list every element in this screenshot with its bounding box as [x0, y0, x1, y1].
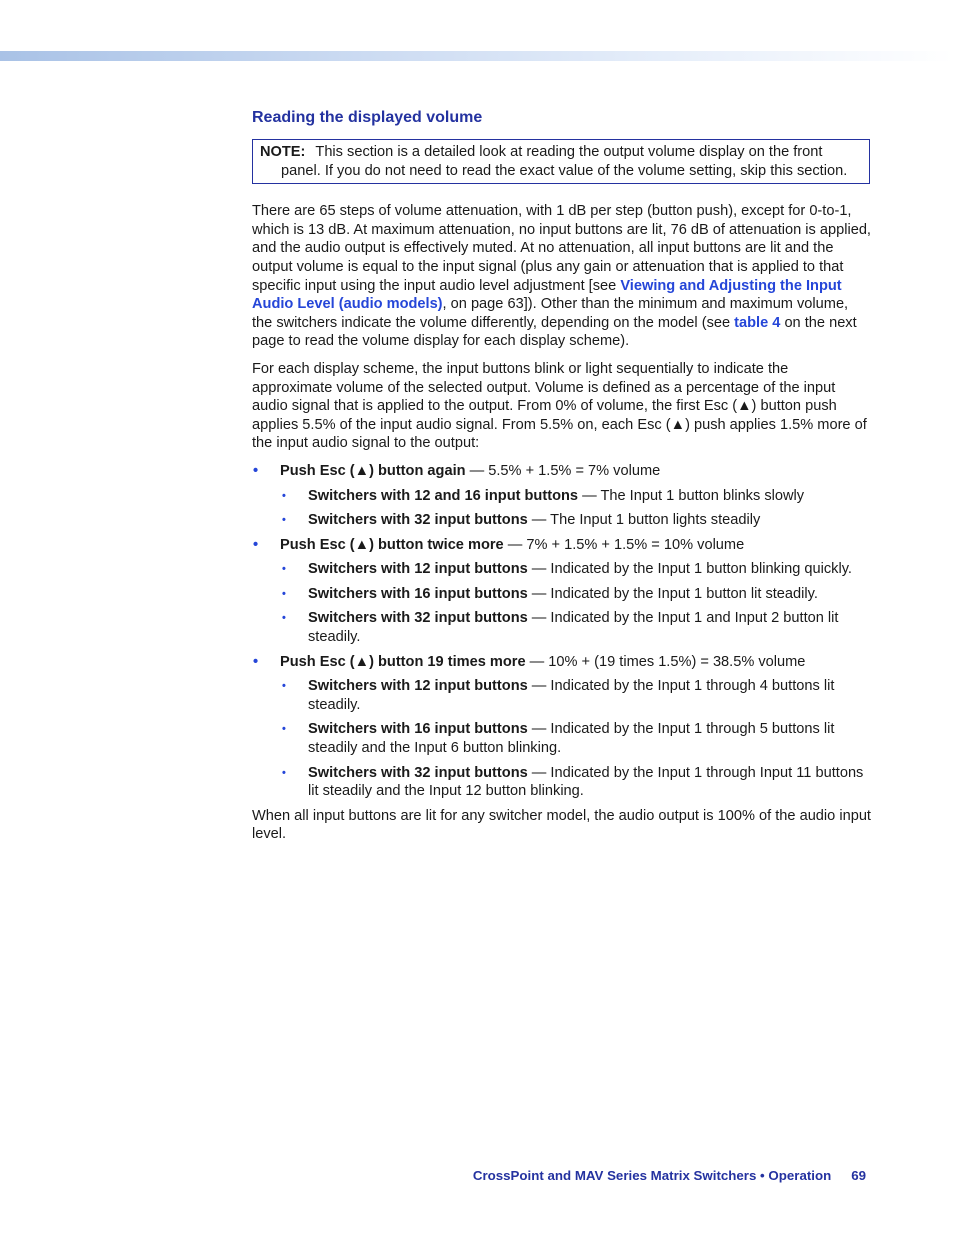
- bullet-icon: •: [282, 563, 286, 576]
- para2-text-3: ) push applies 1.5% more of the input audio signal to the output:: [252, 416, 867, 452]
- note-label: NOTE:: [260, 144, 306, 160]
- sub-list-item: [280, 585, 872, 604]
- sub-list-item: [280, 560, 872, 579]
- sub-list-item: [280, 764, 872, 801]
- item-title-b: ) button again: [369, 462, 466, 479]
- sub-item-title: Switchers with 12 input buttons: [308, 561, 528, 578]
- bullet-icon: •: [282, 680, 286, 693]
- item-title-b: ) button 19 times more: [369, 653, 526, 670]
- item-title-a: Push Esc (: [280, 536, 355, 553]
- sub-item-title: Switchers with 32 input buttons: [308, 512, 528, 529]
- sub-item-description: — Indicated by the Input 1 through 5 buttons lit steadily and the Input 6 button blinking.: [308, 721, 835, 757]
- item-title-b: ) button twice more: [369, 536, 504, 553]
- up-arrow-icon: ▲: [354, 653, 370, 670]
- list-item-push-esc-twice: [252, 536, 872, 647]
- para2-text-1: For each display scheme, the input buttons blink or light sequentially to indicate the approximate volume of the selected output. Volume is defined as a percentage of the input audio signal that is applied to the output. From 0% of volume, the first Esc (: [252, 360, 836, 415]
- bullet-icon: •: [282, 723, 286, 736]
- item-title-a: Push Esc (: [280, 653, 355, 670]
- page-content: [252, 108, 872, 853]
- bullet-icon: •: [253, 536, 259, 553]
- list-item-push-esc-again: [252, 462, 872, 530]
- up-arrow-icon: ▲: [737, 398, 752, 415]
- para1-text-3: on the next page to read the volume display for each display scheme).: [252, 314, 857, 350]
- sub-item-title: Switchers with 16 input buttons: [308, 585, 528, 602]
- sub-item-title: Switchers with 12 and 16 input buttons: [308, 487, 579, 504]
- header-gradient-bar: [0, 51, 954, 61]
- sub-item-description: — The Input 1 button lights steadily: [527, 512, 761, 529]
- sub-item-description: — Indicated by the Input 1 button blinking quickly.: [527, 561, 852, 578]
- link-viewing-adjusting-input-audio[interactable]: Viewing and Adjusting the Input Audio Level (audio models): [252, 277, 842, 313]
- page-footer: [473, 1168, 866, 1183]
- sub-item-description: — Indicated by the Input 1 through Input 11 buttons lit steadily and the Input 12 button blinking.: [308, 764, 864, 800]
- item-title-a: Push Esc (: [280, 462, 355, 479]
- bullet-icon: •: [282, 587, 286, 600]
- note-text: This section is a detailed look at reading the output volume display on the front panel. If you do not need to read the exact value of the volume setting, skip this section.: [281, 144, 848, 179]
- section-title: Reading the displayed volume: [252, 109, 483, 126]
- bullet-icon: •: [282, 514, 286, 527]
- sub-item-title: Switchers with 16 input buttons: [308, 721, 528, 738]
- bullet-icon: •: [282, 489, 286, 502]
- bullet-icon: •: [282, 612, 286, 625]
- up-arrow-icon: ▲: [354, 536, 370, 553]
- sub-item-description: — The Input 1 button blinks slowly: [578, 487, 805, 504]
- sub-list-item: [280, 487, 872, 506]
- page-number: 69: [851, 1168, 866, 1183]
- sub-list: [280, 487, 872, 530]
- link-table-4[interactable]: table 4: [734, 314, 781, 331]
- para1-text-2: , on page 63]). Other than the minimum and maximum volume, the switchers indicate the volume differently, depending on the model (see: [252, 296, 849, 331]
- full-volume-paragraph: When all input buttons are lit for any switcher model, the audio output is 100% of the audio input level.: [252, 807, 871, 843]
- sub-item-description: — Indicated by the Input 1 button lit steadily.: [527, 585, 818, 602]
- para2-text-2: ) button push applies 5.5% of the input audio signal. From 5.5% on, each Esc (: [252, 398, 837, 433]
- sub-list-item: [280, 511, 872, 530]
- sub-list-item: [280, 720, 872, 757]
- sub-item-title: Switchers with 32 input buttons: [308, 610, 528, 627]
- display-scheme-paragraph: [252, 360, 872, 453]
- sub-list-item: [280, 677, 872, 714]
- item-description: — 5.5% + 1.5% = 7% volume: [465, 462, 661, 479]
- sub-list: [280, 677, 872, 801]
- volume-step-list: [252, 462, 872, 801]
- note-paragraph: [260, 143, 863, 180]
- sub-item-title: Switchers with 12 input buttons: [308, 678, 528, 695]
- list-item-push-esc-19-times: [252, 653, 872, 801]
- item-description: — 10% + (19 times 1.5%) = 38.5% volume: [525, 653, 806, 670]
- up-arrow-icon: ▲: [670, 416, 686, 433]
- sub-item-description: — Indicated by the Input 1 and Input 2 button lit steadily.: [308, 610, 839, 646]
- note-box: [252, 139, 870, 184]
- bullet-icon: •: [253, 653, 259, 670]
- bullet-icon: •: [282, 766, 286, 779]
- up-arrow-icon: ▲: [354, 462, 370, 479]
- sub-item-description: — Indicated by the Input 1 through 4 buttons lit steadily.: [308, 678, 835, 713]
- para1-text-1: There are 65 steps of volume attenuation, with 1 dB per step (button push), except for 0-to-1, which is 13 dB. At maximum attenuation, no input buttons are lit, 76 dB of attenuation is applied, and the audio output is effectively muted. At no attenuation, all input buttons are lit and the output volume is equal to the input signal (plus any gain or attenuation that is applied to that specific input using the input audio level adjustment [see: [252, 203, 871, 294]
- footer-title: CrossPoint and MAV Series Matrix Switchers • Operation: [472, 1168, 832, 1183]
- sub-list: [280, 560, 872, 646]
- volume-steps-paragraph: [252, 202, 872, 351]
- sub-list-item: [280, 609, 872, 646]
- sub-item-title: Switchers with 32 input buttons: [308, 764, 528, 781]
- bullet-icon: •: [253, 462, 259, 479]
- item-description: — 7% + 1.5% + 1.5% = 10% volume: [503, 536, 745, 553]
